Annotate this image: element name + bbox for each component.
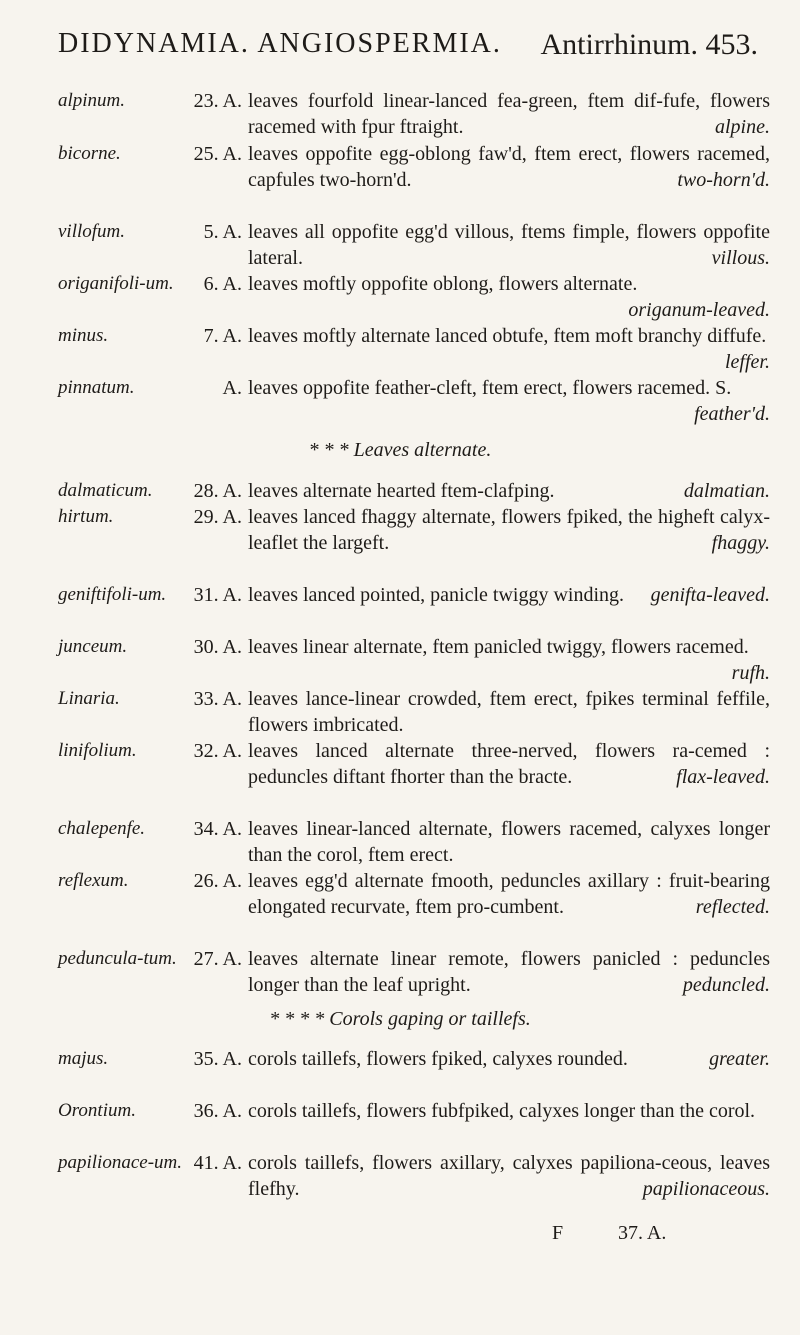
section-heading-gaping: * * * * Corols gaping or taillefs.: [269, 1008, 531, 1030]
latin-name: dalmaticum.: [58, 480, 153, 501]
entry-description: leaves oppofite egg-oblong faw'd, ftem erect, flowers racemed, capfules two-horn'd. two-horn'd.: [248, 143, 770, 191]
running-header: [58, 28, 758, 74]
latin-name: papilionace-um.: [58, 1152, 183, 1173]
latin-name: hirtum.: [58, 506, 114, 527]
entry-number: 34. A.: [193, 818, 242, 840]
english-name: greater.: [709, 1048, 770, 1070]
entry-number: 5. A.: [203, 221, 242, 243]
entry-number: 35. A.: [193, 1048, 242, 1070]
english-name: leffer.: [725, 351, 770, 373]
entry-description: leaves alternate hearted ftem-clafping. dalmatian.: [248, 480, 770, 502]
english-name: papilionaceous.: [642, 1178, 770, 1200]
entry-description: leaves all oppofite egg'd villous, ftems fimple, flowers oppofite lateral. villous.: [248, 221, 770, 269]
section-heading-alternate: * * * Leaves alternate.: [308, 439, 492, 461]
english-name: dalmatian.: [683, 480, 770, 502]
entry-description: corols taillefs, flowers axillary, calyxes papiliona-ceous, leaves flefhy. papilionaceous.: [248, 1152, 770, 1200]
entry-number: 23. A.: [193, 90, 242, 112]
english-name: rufh.: [731, 662, 770, 684]
entry-number: 25. A.: [193, 143, 242, 165]
entry-number: 36. A.: [193, 1100, 242, 1122]
entry-number: 41. A.: [193, 1152, 242, 1174]
entry-number: 27. A.: [193, 948, 242, 970]
latin-name: Orontium.: [58, 1100, 136, 1121]
entry-description: leaves linear alternate, ftem panicled twiggy, flowers racemed. rufh.: [248, 636, 770, 684]
catchword: 37. A.: [618, 1222, 667, 1244]
entry-description: corols taillefs, flowers fpiked, calyxes rounded. greater.: [248, 1048, 770, 1070]
english-name: genifta-leaved.: [650, 584, 770, 606]
entry-description: leaves egg'd alternate fmooth, peduncles axillary : fruit-bearing elongated recurvate, ftem pro-cumbent. reflected.: [248, 870, 770, 918]
latin-name: bicorne.: [58, 143, 121, 164]
english-name: feather'd.: [694, 403, 770, 425]
entry-number: 32. A.: [193, 740, 242, 762]
latin-name: minus.: [58, 325, 109, 346]
latin-name: geniftifoli-um.: [58, 584, 167, 605]
header-genus-page: Antirrhinum. 453.: [540, 28, 758, 61]
english-name: fhaggy.: [711, 532, 770, 554]
latin-name: peduncula-tum.: [58, 948, 177, 969]
entry-description: leaves oppofite feather-cleft, ftem erect, flowers racemed. S. feather'd.: [248, 377, 770, 425]
latin-name: reflexum.: [58, 870, 129, 891]
entry-description: leaves linear-lanced alternate, flowers racemed, calyxes longer than the corol, ftem erect.: [248, 818, 770, 866]
entry-description: leaves moftly alternate lanced obtufe, ftem moft branchy diffufe. leffer.: [248, 325, 770, 373]
english-name: flax-leaved.: [676, 766, 770, 788]
english-name: two-horn'd.: [677, 169, 770, 191]
english-name: alpine.: [715, 116, 770, 138]
entry-number: 29. A.: [193, 506, 242, 528]
latin-name: origanifoli-um.: [58, 273, 174, 294]
latin-name: majus.: [58, 1048, 109, 1069]
entry-number: A.: [222, 377, 242, 399]
latin-name: alpinum.: [58, 90, 126, 111]
latin-name: pinnatum.: [58, 377, 135, 398]
entry-number: 6. A.: [203, 273, 242, 295]
english-name: peduncled.: [682, 974, 770, 996]
entry-description: leaves lanced pointed, panicle twiggy winding. genifta-leaved.: [248, 584, 770, 606]
entry-number: 31. A.: [193, 584, 242, 606]
latin-name: linifolium.: [58, 740, 137, 761]
english-name: reflected.: [695, 896, 770, 918]
latin-name: Linaria.: [58, 688, 120, 709]
entry-number: 26. A.: [193, 870, 242, 892]
entry-description: leaves alternate linear remote, flowers panicled : peduncles longer than the leaf upright. peduncled.: [248, 948, 770, 996]
english-name: villous.: [711, 247, 770, 269]
header-class-title: DIDYNAMIA. ANGIOSPERMIA.: [58, 28, 502, 59]
entry-description: corols taillefs, flowers fubfpiked, calyxes longer than the corol.: [248, 1100, 756, 1122]
signature-mark: F: [552, 1222, 564, 1244]
entry-description: leaves lance-linear crowded, ftem erect, fpikes terminal feffile, flowers imbricated.: [248, 688, 770, 736]
entry-number: 28. A.: [193, 480, 242, 502]
entry-description: leaves moftly oppofite oblong, flowers alternate. origanum-leaved.: [248, 273, 770, 321]
entry-number: 33. A.: [193, 688, 242, 710]
entry-number: 7. A.: [203, 325, 242, 347]
entry-description: leaves lanced fhaggy alternate, flowers fpiked, the higheft calyx-leaflet the largeft. fhaggy.: [248, 506, 770, 554]
latin-name: chalepenfe.: [58, 818, 146, 839]
latin-name: villofum.: [58, 221, 126, 242]
english-name: origanum-leaved.: [628, 299, 770, 321]
entry-description: leaves fourfold linear-lanced fea-green, ftem dif-fufe, flowers racemed with fpur ftraight. alpine.: [248, 90, 770, 138]
entry-description: leaves lanced alternate three-nerved, flowers ra-cemed : peduncles diftant fhorter than the bracte. flax-leaved.: [248, 740, 770, 788]
latin-name: junceum.: [58, 636, 128, 657]
entry-number: 30. A.: [193, 636, 242, 658]
